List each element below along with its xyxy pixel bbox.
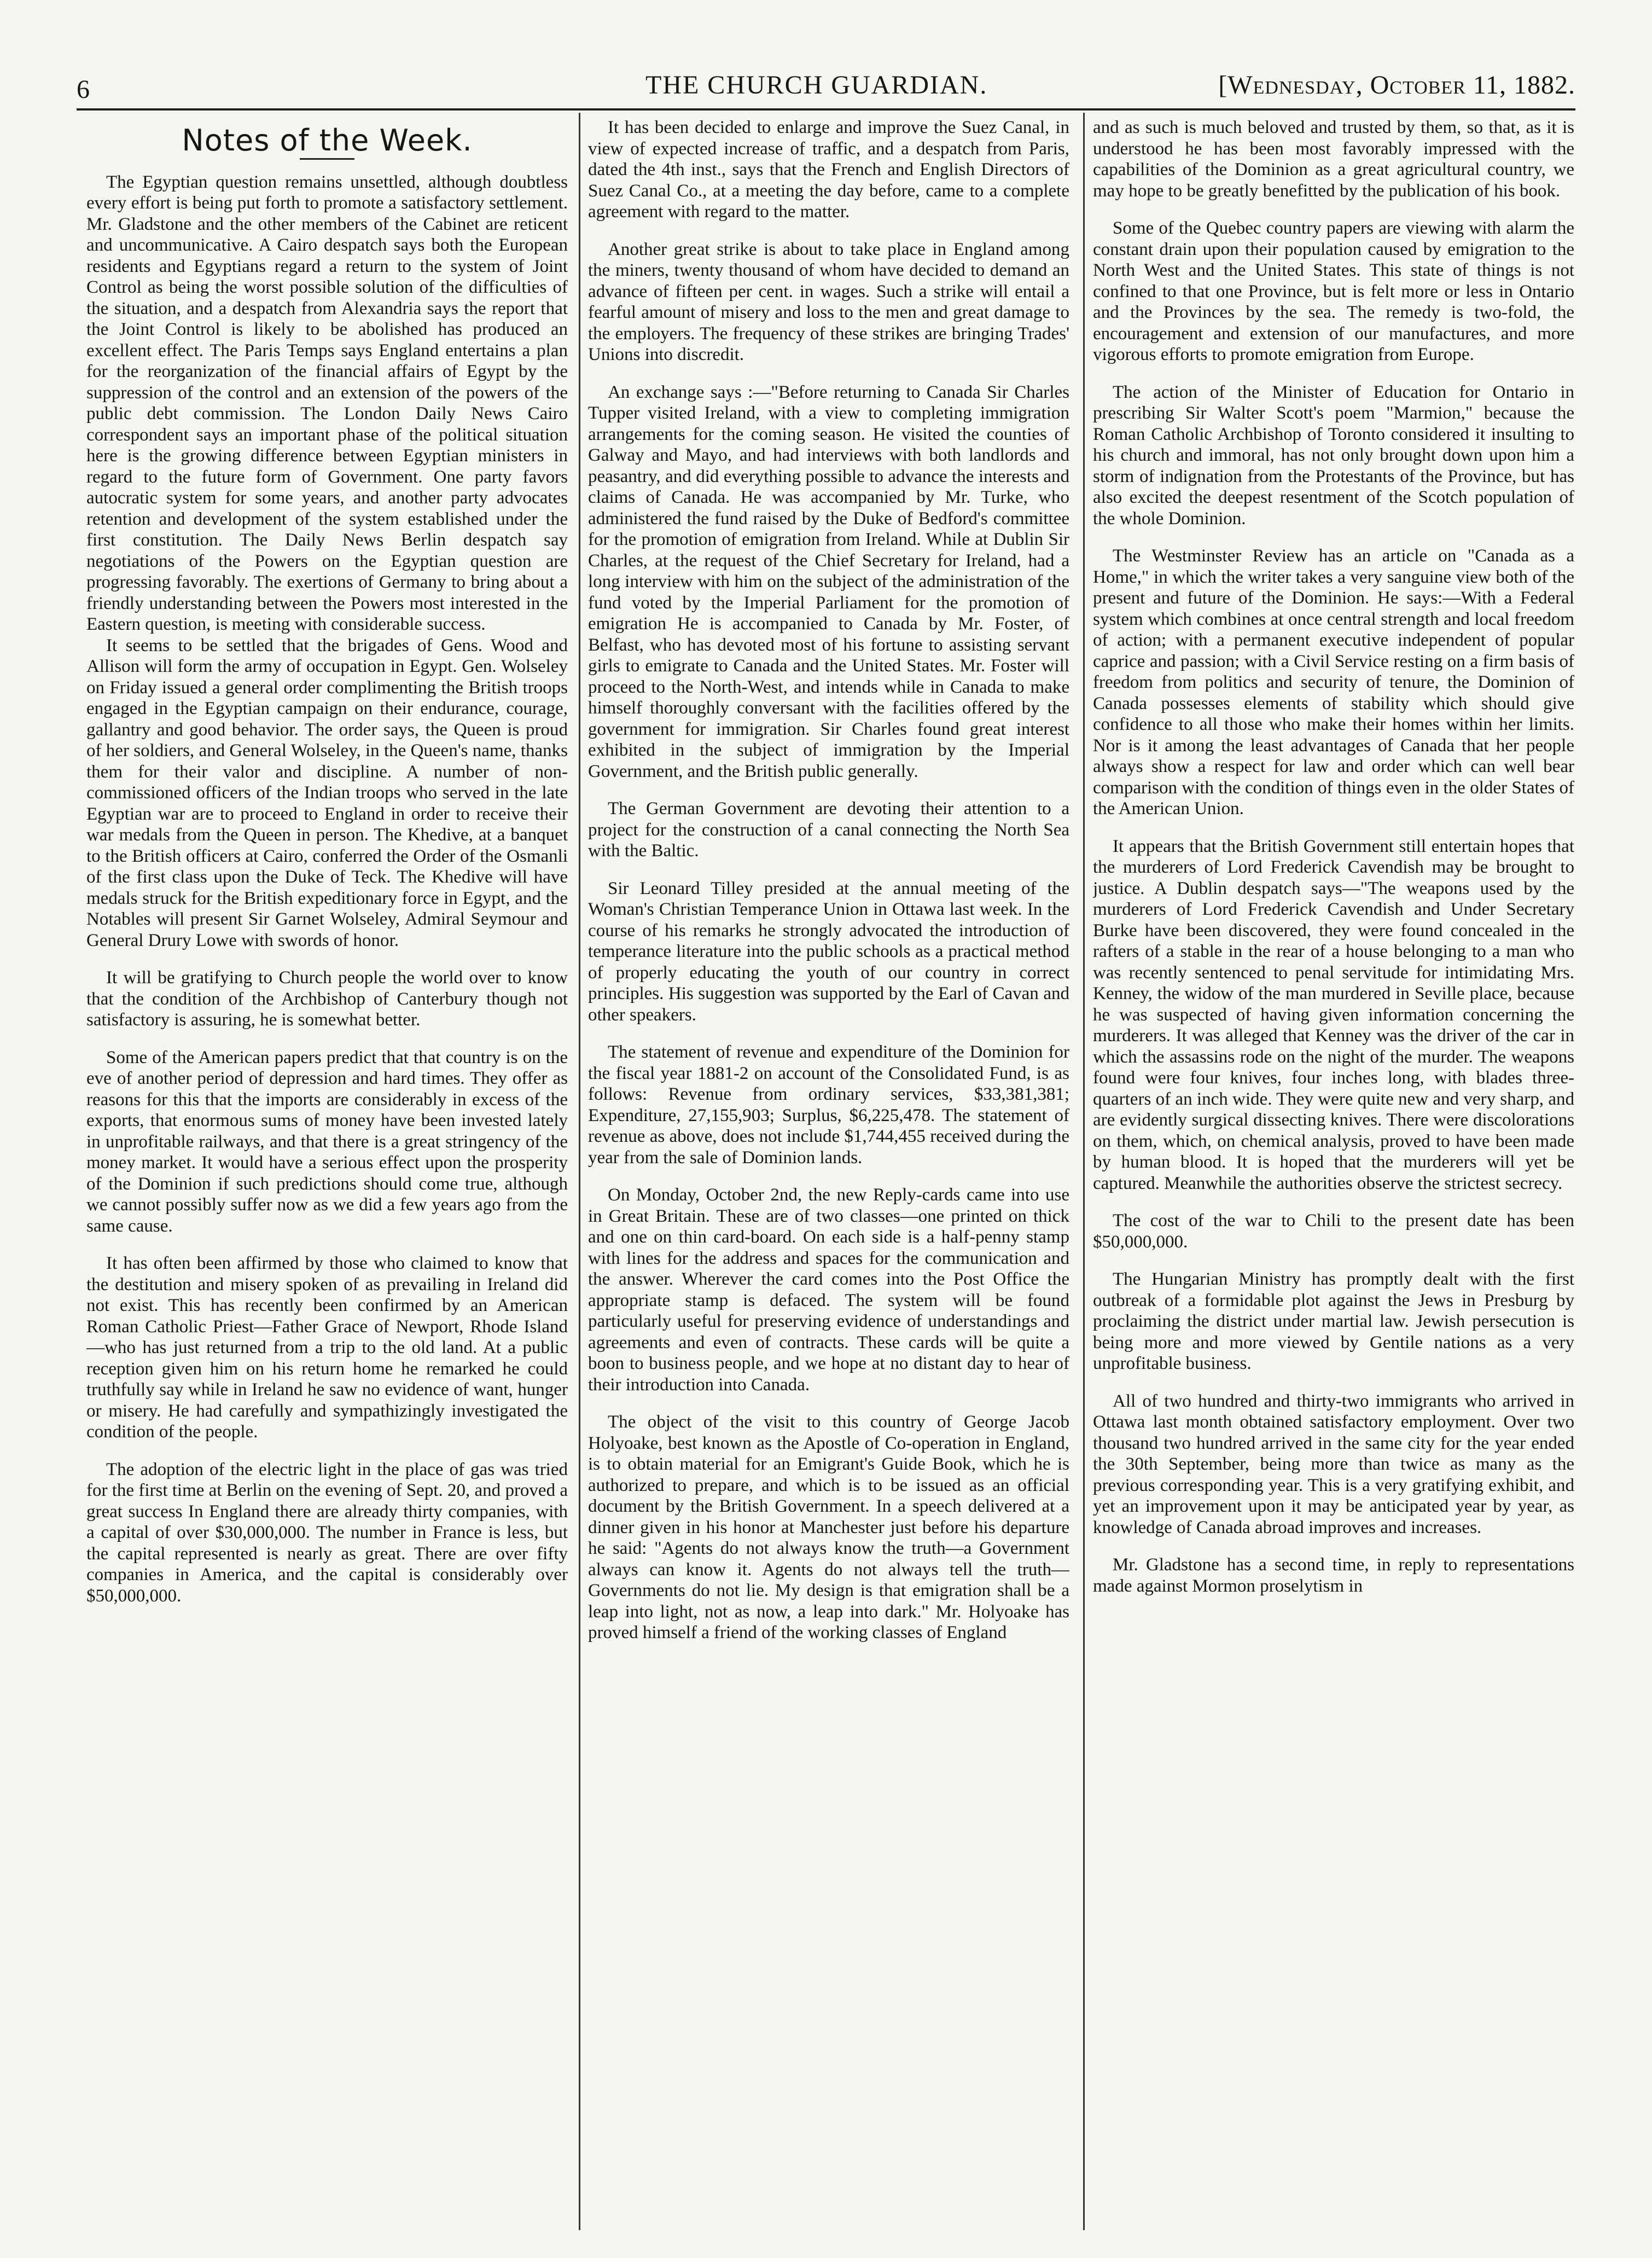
article-paragraph: The Egyptian question remains unsettled, although doubtless every effort is being put forth to promote a satisfactory settlement. Mr. Gladstone and the other members of the Cabinet are reticent and uncommunicative. A Cairo despatch says both the European residents and Egyptians regard a return to the system of Joint Control as being the worst possible solution of the difficulties of the situation, and a despatch from Alexandria says the report that the Joint Control is likely to be abolished has produced an excellent effect. The Paris Temps says England entertains a plan for the reorganization of the financial affairs of Egypt by the suppression of the control and an extension of the powers of the public debt commission. The London Daily News Cairo correspondent says an important phase of the political situation here is the growing difference between Egyptian ministers in regard to the future form of Government. One party favors autocratic system for some years, and another party advocates retention and development of the system established under the first constitution. The Daily News Berlin despatch say negotiations of the Powers on the Egyptian question are progressing favorably. The exertions of Germany to bring about a friendly understanding between the Powers most interested in the Eastern question, is meeting with considerable success. (86, 172, 568, 634)
section-title: Notes of the Week. (182, 123, 473, 158)
article-paragraph: and as such is much beloved and trusted by them, so that, as it is understood he has been most favorably impressed with the capabilities of the Dominion as a great agricultural country, we may hope to be greatly benefitted by the publication of his book. (1093, 118, 1574, 201)
column-divider (1083, 113, 1085, 2230)
article-paragraph: All of two hundred and thirty-two immigrants who arrived in Ottawa last month obtained satisfactory employment. Over two thousand two hundred arrived in the same city for the year ended the 30th September, being more than twice as many as the previous corresponding year. This is a very gratifying exhibit, and yet an improvement upon it may be anticipated year by year, as knowledge of Canada abroad improves and increases. (1093, 1391, 1574, 1537)
page-number: 6 (77, 75, 90, 104)
page-header (77, 65, 1575, 103)
article-paragraph: The action of the Minister of Education for Ontario in prescribing Sir Walter Scott's poem "Marmion," because the Roman Catholic Archbishop of Toronto considered it insulting to his church and immoral, has not only brought down upon him a storm of indignation from the Protestants of the Province, but has also excited the deepest resentment of the Scotch population of the whole Dominion. (1093, 382, 1574, 529)
column-1 (86, 117, 568, 2229)
article-paragraph: It appears that the British Government still entertain hopes that the murderers of Lord Frederick Cavendish may be brought to justice. A Dublin despatch says—"The weapons used by the murderers of Lord Frederick Cavendish and Under Secretary Burke have been discovered, they were found concealed in the rafters of a stable in the rear of a house belonging to a man who was recently sentenced to penal servitude for intimidating Mrs. Kenney, the widow of the man murdered in Seville place, because he was suspected of having given information concerning the murderers. It was alleged that Kenney was the driver of the car in which the assassins rode on the night of the murder. The weapons found were four knives, four inches long, with blades three-quarters of an inch wide. They were quite new and very sharp, and are evidently surgical dissecting knives. There were discolorations on them, which, on chemical analysis, proved to have been made by human blood. It is hoped that the murderers will yet be captured. Meanwhile the authorities observe the strictest secrecy. (1093, 836, 1574, 1193)
article-paragraph: The German Government are devoting their attention to a project for the construction of a canal connecting the North Sea with the Baltic. (588, 799, 1069, 861)
article-paragraph: The statement of revenue and expenditure of the Dominion for the fiscal year 1881-2 on account of the Consolidated Fund, is as follows: Revenue from ordinary services, $33,381,381; Expenditure, 27,155,903; Surplus, $6,225,478. The statement of revenue as above, does not include $1,744,455 received during the year from the sale of Dominion lands. (588, 1042, 1069, 1168)
header-rule (77, 108, 1575, 111)
article-paragraph: The object of the visit to this country of George Jacob Holyoake, best known as the Apostle of Co-operation in England, is to obtain material for an Emigrant's Guide Book, which he is authorized to prepare, and which is to be issued as an official document by the British Government. In a speech delivered at a dinner given in his honor at Manchester just before his departure he said: "Agents do not always know the truth—a Government always can know it. Agents do not always tell the truth—Governments do not lie. My design is that emigration shall be a leap into light, not as now, a leap into dark." Mr. Holyoake has proved himself a friend of the working classes of England (588, 1412, 1069, 1642)
article-paragraph: Some of the American papers predict that that country is on the eve of another period of depression and hard times. They offer as reasons for this that the imports are considerably in excess of the exports, that enormous sums of money have been invested lately in unprofitable railways, and that there is a great stringency of the money market. It would have a serious effect upon the prosperity of the Dominion if such predictions should come true, although we cannot possibly suffer now as we did a few years ago from the same cause. (86, 1047, 568, 1236)
article-paragraph: It has been decided to enlarge and improve the Suez Canal, in view of expected increase of traffic, and a despatch from Paris, dated the 4th inst., says that the French and English Directors of Suez Canal Co., at a meeting the day before, came to a complete agreement with regard to the matter. (588, 118, 1069, 222)
article-paragraph: The cost of the war to Chili to the present date has been $50,000,000. (1093, 1211, 1574, 1252)
article-paragraph: It has often been affirmed by those who claimed to know that the destitution and misery spoken of as prevailing in Ireland did not exist. This has recently been confirmed by an American Roman Catholic Priest—Father Grace of Newport, Rhode Island—who has just returned from a trip to the old land. At a public reception given him on his return home he remarked he could truthfully say while in Ireland he saw no evidence of want, hunger or misery. He had carefully and sympathizingly investigated the condition of the people. (86, 1253, 568, 1442)
article-paragraph: Another great strike is about to take place in England among the miners, twenty thousand of whom have decided to demand an advance of fifteen per cent. in wages. Such a strike will entail a fearful amount of misery and loss to the men and great damage to the employers. The frequency of these strikes are bringing Trades' Unions into discredit. (588, 239, 1069, 364)
issue-date: [Wednesday, October 11, 1882. (1218, 71, 1575, 100)
article-paragraph: It seems to be settled that the brigades of Gens. Wood and Allison will form the army of occupation in Egypt. Gen. Wolseley on Friday issued a general order complimenting the British troops engaged in the Egyptian campaign on their endurance, courage, gallantry and good behavior. The order says, the Queen is proud of her soldiers, and General Wolseley, in the Queen's name, thanks them for their valor and discipline. A number of non-commissioned officers of the Indian troops who served in the late Egyptian war are to proceed to England in order to receive their war medals from the Queen in person. The Khedive, at a banquet to the British officers at Cairo, conferred the Order of the Osmanli of the first class upon the Duke of Teck. The Khedive will have medals struck for the British expeditionary force in Egypt, and the Notables will present Sir Garnet Wolseley, Admiral Seymour and General Drury Lowe with swords of honor. (86, 635, 568, 950)
article-paragraph: On Monday, October 2nd, the new Reply-cards came into use in Great Britain. These are of two classes—one printed on thick and one on thin card-board. On each side is a half-penny stamp with lines for the address and spaces for the communication and the answer. Wherever the card comes into the Post Office the appropriate stamp is defaced. The system will be found particularly useful for preserving evidence of understandings and agreements and even of contracts. These cards will be quite a boon to business people, and we hope at no distant day to hear of their introduction into Canada. (588, 1185, 1069, 1395)
article-paragraph: The Hungarian Ministry has promptly dealt with the first outbreak of a formidable plot against the Jews in Presburg by proclaiming the district under martial law. Jewish persecution is being more and more viewed by Gentile nations as a very unprofitable business. (1093, 1269, 1574, 1373)
article-paragraph: It will be gratifying to Church people the world over to know that the condition of the Archbishop of Canterbury though not satisfactory is assuring, he is somewhat better. (86, 968, 568, 1030)
article-paragraph: The adoption of the electric light in the place of gas was tried for the first time at Berlin on the evening of Sept. 20, and proved a great success In England there are already thirty companies, with a capital of over $30,000,000. The number in France is less, but the capital represented is nearly as great. There are over fifty companies in America, and the capital is considerably over $50,000,000. (86, 1459, 568, 1606)
column-2 (588, 117, 1069, 2229)
title-rule (300, 158, 354, 160)
newspaper-title: THE CHURCH GUARDIAN. (645, 71, 988, 100)
article-paragraph: Sir Leonard Tilley presided at the annual meeting of the Woman's Christian Temperance Union in Ottawa last week. In the course of his remarks he strongly advocated the introduction of temperance literature into the public schools as a practical method of properly educating the youth of our country in correct principles. His suggestion was supported by the Earl of Cavan and other speakers. (588, 878, 1069, 1025)
article-paragraph: An exchange says :—"Before returning to Canada Sir Charles Tupper visited Ireland, with a view to completing immigration arrangements for the coming season. He visited the counties of Galway and Mayo, and had interviews with both landlords and peasantry, and did everything possible to advance the interests and claims of Canada. He was accompanied by Mr. Turke, who administered the fund raised by the Duke of Bedford's committee for the promotion of emigration from Ireland. While at Dublin Sir Charles, at the request of the Chief Secretary for Ireland, had a long interview with him on the subject of the administration of the fund voted by the Imperial Parliament for the promotion of emigration He is accompanied to Canada by Mr. Foster, of Belfast, who has devoted most of his fortune to assisting servant girls to emigrate to Canada and the United States. Mr. Foster will proceed to the North-West, and intends while in Canada to make himself thoroughly conversant with the facilities offered by the government for immigration. Sir Charles found great interest exhibited in the subject of immigration by the Imperial Government, and the British public generally. (588, 382, 1069, 781)
article-paragraph: Mr. Gladstone has a second time, in reply to representations made against Mormon proselytism in (1093, 1555, 1574, 1596)
column-3 (1093, 117, 1574, 2229)
article-paragraph: The Westminster Review has an article on "Canada as a Home," in which the writer takes a very sanguine view both of the present and future of the Dominion. He says:—With a Federal system which combines at once central strength and local freedom of action; with a permanent executive independent of popular caprice and passion; with a Civil Service resting on a firm basis of freedom from politics and security of tenure, the Dominion of Canada possesses elements of stability which should give confidence to all those who make their homes within her limits. Nor is it among the least advantages of Canada that her people always show a respect for law and order which can well bear comparison with the condition of things even in the older States of the American Union. (1093, 546, 1574, 819)
column-divider (579, 113, 580, 2230)
article-paragraph: Some of the Quebec country papers are viewing with alarm the constant drain upon their population caused by emigration to the North West and the United States. This state of things is not confined to that one Province, but is felt more or less in Ontario and the Provinces by the sea. The remedy is two-fold, the encouragement and extension of our manufactures, and more vigorous efforts to promote emigration from Europe. (1093, 218, 1574, 364)
